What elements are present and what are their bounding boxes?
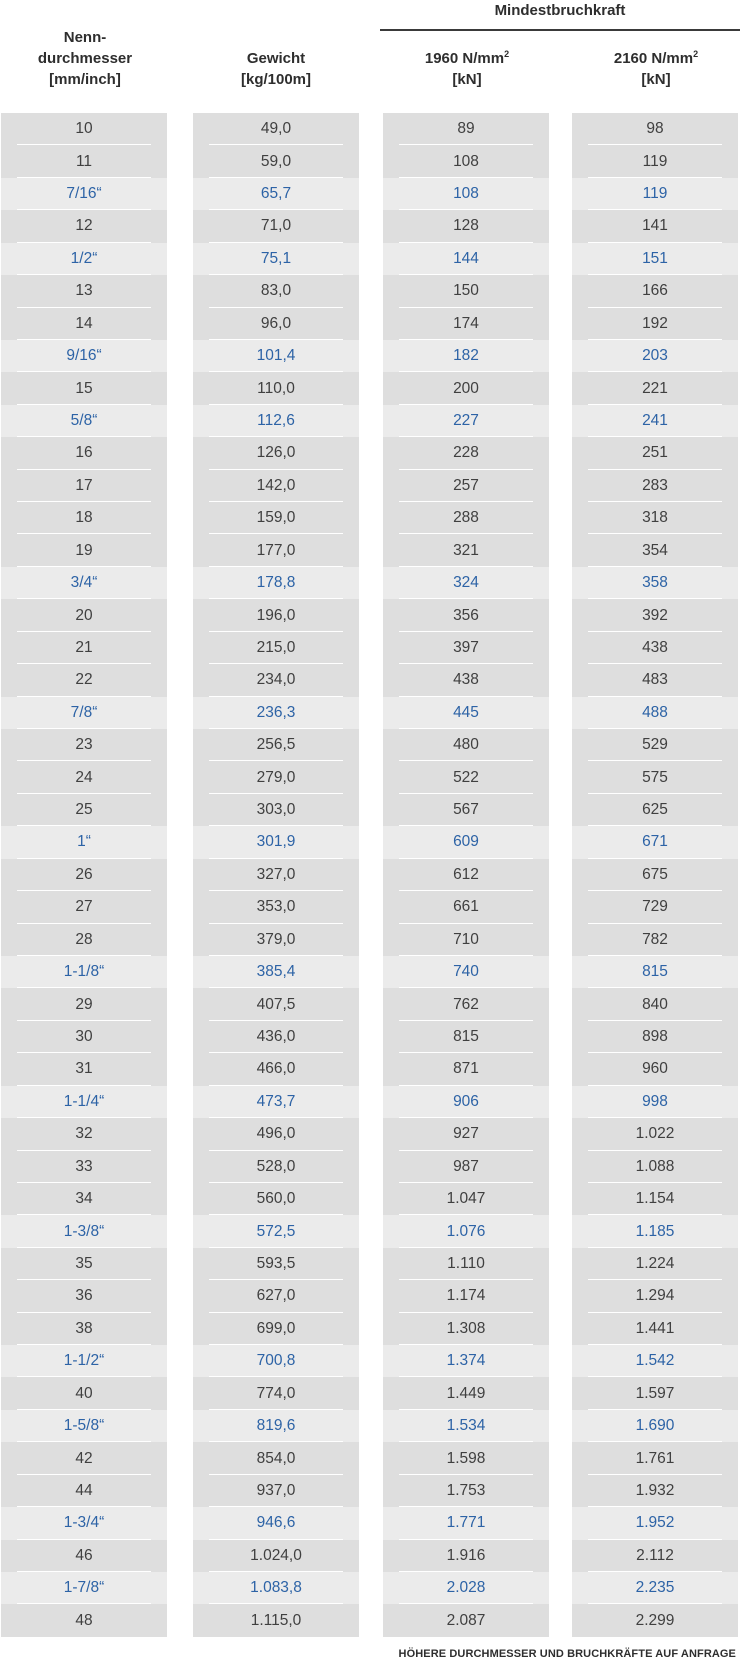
header-force-1960 [383,48,551,90]
weight-cell: 496,0 [193,1118,359,1150]
weight-cell: 75,1 [193,243,359,275]
force-2160-cell: 192 [572,308,738,340]
force-1960-cell: 174 [383,308,549,340]
force-1960-cell: 1.047 [383,1183,549,1215]
force-2160-cell: 1.154 [572,1183,738,1215]
diameter-cell: 9/16“ [1,340,167,372]
diameter-cell: 21 [1,632,167,664]
force-1960-cell: 710 [383,924,549,956]
weight-cell: 234,0 [193,664,359,696]
diameter-cell: 3/4“ [1,567,167,599]
weight-cell: 71,0 [193,210,359,242]
weight-cell: 1.115,0 [250,1611,302,1629]
header-force-1960-line1 [383,48,551,69]
force-2160-cell: 625 [572,794,738,826]
weight-cell: 379,0 [193,924,359,956]
header-diameter-line3: [mm/inch] [49,71,121,88]
force-1960-cell: 609 [383,826,549,858]
force-1960-cell: 89 [383,113,549,145]
diameter-cell: 1-1/8“ [1,956,167,988]
force-2160-cell: 119 [572,178,738,210]
force-2160-cell: 241 [572,405,738,437]
diameter-cell: 25 [1,794,167,826]
diameter-cell: 19 [1,534,167,566]
diameter-cell: 15 [1,372,167,404]
diameter-cell: 1-7/8“ [1,1572,167,1604]
force-1960-cell: 522 [383,761,549,793]
force-1960-cell: 445 [383,697,549,729]
force-1960-cell: 108 [383,178,549,210]
force-2160-cell: 1.185 [572,1215,738,1247]
force-1960-cell: 324 [383,567,549,599]
weight-cell: 353,0 [193,891,359,923]
column-force-2160 [572,113,738,1637]
force-1960-cell: 1.771 [383,1507,549,1539]
group-header-rule [380,29,740,31]
header-force-2160 [572,48,740,90]
diameter-cell: 34 [1,1183,167,1215]
force-1960-cell: 480 [383,729,549,761]
header-weight [193,48,359,90]
force-1960-cell: 1.110 [383,1248,549,1280]
group-header-breaking-force [380,0,740,21]
diameter-cell: 46 [1,1540,167,1572]
weight-cell: 96,0 [193,308,359,340]
weight-cell: 946,6 [193,1507,359,1539]
weight-cell: 572,5 [193,1215,359,1247]
force-1960-cell: 987 [383,1151,549,1183]
header-diameter-line2: durchmesser [37,50,133,67]
force-2160-cell: 1.294 [572,1280,738,1312]
force-2160-cell: 675 [572,859,738,891]
force-2160-cell: 529 [572,729,738,761]
force-2160-cell: 2.112 [572,1540,738,1572]
force-2160-cell: 98 [572,113,738,145]
force-2160-cell: 141 [572,210,738,242]
force-2160-cell: 960 [572,1053,738,1085]
header-force-1960-text: 1960 N/mm [424,50,505,67]
diameter-cell: 1-1/2“ [1,1345,167,1377]
force-1960-cell: 1.449 [383,1377,549,1409]
footer-note: HÖHERE DURCHMESSER UND BRUCHKRÄFTE AUF ANFRAGE [398,1648,736,1660]
force-2160-cell: 2.235 [572,1572,738,1604]
force-1960-cell: 871 [383,1053,549,1085]
force-2160-cell: 1.088 [572,1151,738,1183]
force-2160-cell: 1.441 [572,1313,738,1345]
weight-cell: 110,0 [193,372,359,404]
force-2160-cell: 575 [572,761,738,793]
diameter-cell: 48 [75,1611,93,1629]
force-2160-cell: 1.224 [572,1248,738,1280]
force-1960-cell: 2.028 [383,1572,549,1604]
force-2160-cell: 1.022 [572,1118,738,1150]
diameter-cell: 12 [1,210,167,242]
weight-cell: 700,8 [193,1345,359,1377]
force-2160-cell: 998 [572,1086,738,1118]
force-1960-cell: 1.916 [383,1540,549,1572]
force-2160-cell: 221 [572,372,738,404]
diameter-cell: 29 [1,988,167,1020]
weight-cell: 385,4 [193,956,359,988]
weight-cell: 937,0 [193,1475,359,1507]
force-1960-cell: 288 [383,502,549,534]
diameter-cell: 20 [1,599,167,631]
force-1960-cell: 661 [383,891,549,923]
force-2160-cell: 1.597 [572,1377,738,1409]
column-force-1960 [383,113,549,1637]
force-2160-cell: 1.952 [572,1507,738,1539]
force-2160-cell: 392 [572,599,738,631]
force-2160-cell: 166 [572,275,738,307]
weight-cell: 256,5 [193,729,359,761]
force-1960-cell: 128 [383,210,549,242]
force-1960-cell: 906 [383,1086,549,1118]
header-weight-line1: Gewicht [246,50,306,67]
force-2160-cell: 151 [572,243,738,275]
force-1960-cell: 257 [383,470,549,502]
weight-cell: 159,0 [193,502,359,534]
force-1960-cell: 1.308 [383,1313,549,1345]
weight-cell: 436,0 [193,1021,359,1053]
force-1960-cell: 321 [383,534,549,566]
diameter-cell: 44 [1,1475,167,1507]
diameter-cell: 24 [1,761,167,793]
diameter-cell: 42 [1,1442,167,1474]
force-2160-cell: 815 [572,956,738,988]
diameter-cell: 31 [1,1053,167,1085]
weight-cell: 112,6 [193,405,359,437]
force-2160-cell: 283 [572,470,738,502]
header-diameter-line1: Nenn- [63,29,107,46]
weight-cell: 65,7 [193,178,359,210]
force-1960-cell: 356 [383,599,549,631]
force-2160-cell: 488 [572,697,738,729]
weight-cell: 59,0 [193,145,359,177]
force-1960-cell: 815 [383,1021,549,1053]
weight-cell: 854,0 [193,1442,359,1474]
diameter-cell: 13 [1,275,167,307]
force-2160-cell: 483 [572,664,738,696]
diameter-cell: 30 [1,1021,167,1053]
diameter-cell: 1-5/8“ [1,1410,167,1442]
weight-cell: 407,5 [193,988,359,1020]
force-1960-cell: 1.374 [383,1345,549,1377]
weight-cell: 528,0 [193,1151,359,1183]
weight-cell: 473,7 [193,1086,359,1118]
diameter-cell: 32 [1,1118,167,1150]
diameter-cell: 7/8“ [1,697,167,729]
weight-cell: 560,0 [193,1183,359,1215]
diameter-cell: 5/8“ [1,405,167,437]
weight-cell: 177,0 [193,534,359,566]
header-force-2160-text: 2160 N/mm [613,50,694,67]
diameter-cell: 1-1/4“ [1,1086,167,1118]
header-force-2160-sup: 2 [693,49,699,59]
force-2160-cell: 898 [572,1021,738,1053]
diameter-cell: 14 [1,308,167,340]
weight-cell: 301,9 [193,826,359,858]
weight-cell: 627,0 [193,1280,359,1312]
force-1960-cell: 612 [383,859,549,891]
column-weight [193,113,359,1637]
weight-cell: 699,0 [193,1313,359,1345]
diameter-cell: 26 [1,859,167,891]
diameter-cell: 22 [1,664,167,696]
weight-cell: 126,0 [193,437,359,469]
diameter-cell: 18 [1,502,167,534]
diameter-cell: 33 [1,1151,167,1183]
header-force-2160-line1 [572,48,740,69]
force-2160-cell: 251 [572,437,738,469]
header-force-2160-line2: [kN] [641,71,671,88]
diameter-cell: 1-3/8“ [1,1215,167,1247]
diameter-cell: 35 [1,1248,167,1280]
diameter-cell: 23 [1,729,167,761]
force-1960-cell: 740 [383,956,549,988]
force-2160-cell: 1.542 [572,1345,738,1377]
diameter-cell: 1“ [1,826,167,858]
force-1960-cell: 1.753 [383,1475,549,1507]
diameter-cell: 1/2“ [1,243,167,275]
weight-cell: 1.024,0 [193,1540,359,1572]
weight-cell: 1.083,8 [193,1572,359,1604]
force-2160-cell: 1.932 [572,1475,738,1507]
force-1960-cell: 1.598 [383,1442,549,1474]
weight-cell: 215,0 [193,632,359,664]
force-2160-cell: 729 [572,891,738,923]
force-1960-cell: 227 [383,405,549,437]
force-2160-cell: 203 [572,340,738,372]
force-1960-cell: 567 [383,794,549,826]
header-diameter [0,27,170,90]
weight-cell: 819,6 [193,1410,359,1442]
force-1960-cell: 144 [383,243,549,275]
diameter-cell: 1-3/4“ [1,1507,167,1539]
weight-cell: 593,5 [193,1248,359,1280]
diameter-cell: 36 [1,1280,167,1312]
force-2160-cell: 354 [572,534,738,566]
diameter-cell: 10 [1,113,167,145]
header-force-1960-sup: 2 [504,49,510,59]
force-1960-cell: 2.087 [446,1611,486,1629]
diameter-cell: 40 [1,1377,167,1409]
force-1960-cell: 397 [383,632,549,664]
diameter-cell: 7/16“ [1,178,167,210]
weight-cell: 466,0 [193,1053,359,1085]
force-1960-cell: 1.174 [383,1280,549,1312]
force-2160-cell: 782 [572,924,738,956]
diameter-cell: 27 [1,891,167,923]
force-2160-cell: 318 [572,502,738,534]
force-2160-cell: 1.761 [572,1442,738,1474]
weight-cell: 774,0 [193,1377,359,1409]
diameter-cell: 11 [1,145,167,177]
weight-cell: 101,4 [193,340,359,372]
header-force-1960-line2: [kN] [452,71,482,88]
force-1960-cell: 762 [383,988,549,1020]
force-2160-cell: 2.299 [635,1611,675,1629]
force-2160-cell: 1.690 [572,1410,738,1442]
force-2160-cell: 119 [572,145,738,177]
weight-cell: 142,0 [193,470,359,502]
weight-cell: 178,8 [193,567,359,599]
diameter-cell: 16 [1,437,167,469]
force-1960-cell: 200 [383,372,549,404]
weight-cell: 236,3 [193,697,359,729]
diameter-cell: 17 [1,470,167,502]
diameter-cell: 38 [1,1313,167,1345]
force-1960-cell: 150 [383,275,549,307]
column-diameter [1,113,167,1637]
weight-cell: 303,0 [193,794,359,826]
force-2160-cell: 358 [572,567,738,599]
force-1960-cell: 182 [383,340,549,372]
weight-cell: 327,0 [193,859,359,891]
header-weight-line2: [kg/100m] [240,71,312,88]
force-2160-cell: 671 [572,826,738,858]
force-2160-cell: 438 [572,632,738,664]
force-1960-cell: 1.076 [383,1215,549,1247]
weight-cell: 83,0 [193,275,359,307]
force-1960-cell: 438 [383,664,549,696]
force-1960-cell: 108 [383,145,549,177]
force-1960-cell: 1.534 [383,1410,549,1442]
force-1960-cell: 228 [383,437,549,469]
force-2160-cell: 840 [572,988,738,1020]
group-title: Mindestbruchkraft [494,2,626,19]
weight-cell: 49,0 [193,113,359,145]
force-1960-cell: 927 [383,1118,549,1150]
diameter-cell: 28 [1,924,167,956]
weight-cell: 279,0 [193,761,359,793]
weight-cell: 196,0 [193,599,359,631]
